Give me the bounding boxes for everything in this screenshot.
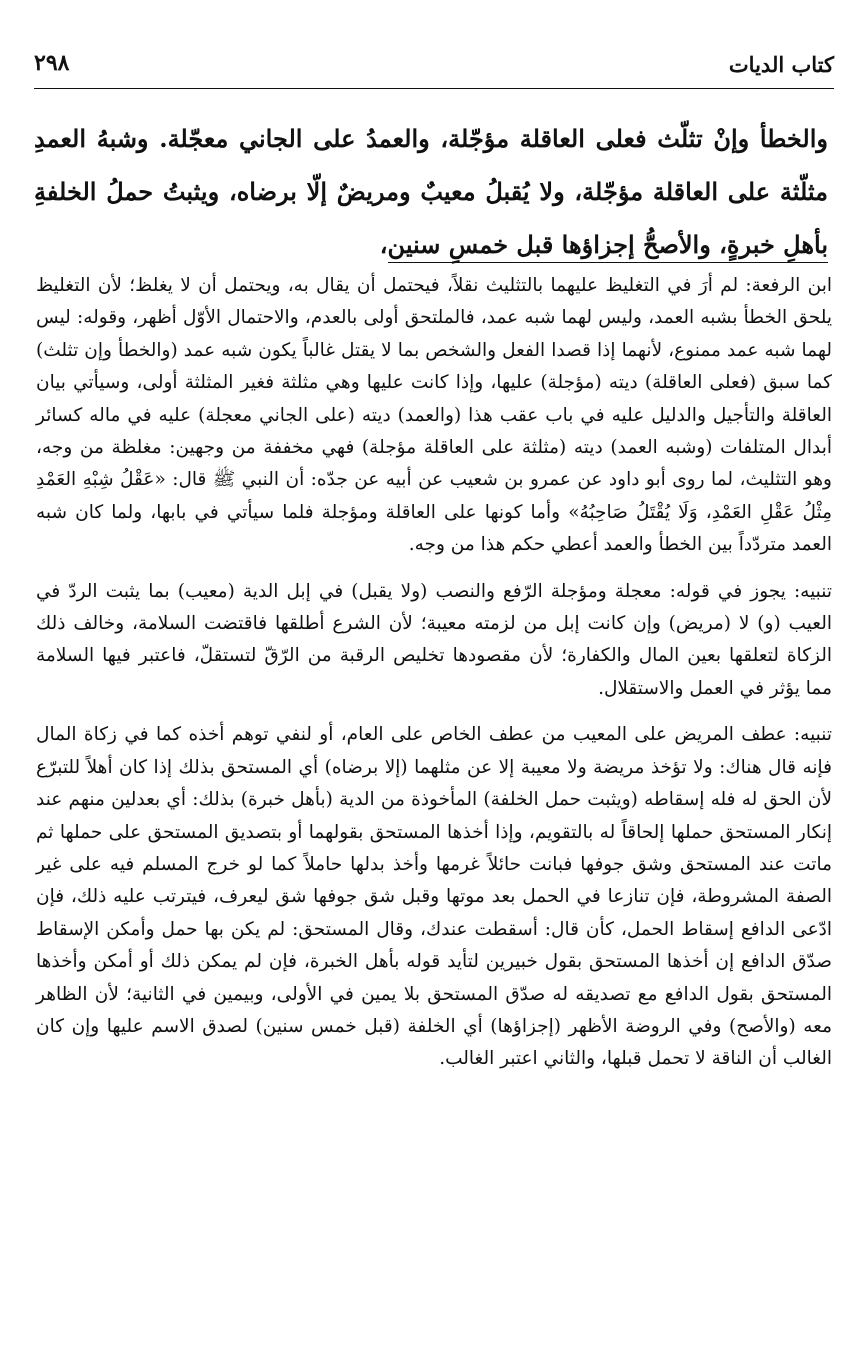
page-header [34,48,834,89]
running-title: كتاب الديات [728,52,834,77]
tanbih-paragraph: تنبيه: عطف المريض على المعيب من عطف الخاص على العام، أو لنفي توهم أخذه كما في زكاة المال فإنه قال هناك: ولا تؤخذ مريضة ولا معيبة إلا عن مثلهما (إلا برضاه) أي المستحق بذلك إذا كان أهلاً للتبرّع لأن الحق له فله إسقاطه (ويثبت حمل الخلفة) المأخوذة من الدية (بأهل خبرة) بذلك: أي بعدلين منهم عند إنكار المستحق حملها إلحاقاً له بالتقويم، وإذا أخذها المستحق بقولهما أو بتصديق المستحق على حملها ثم ماتت عند المستحق وشق جوفها فبانت حائلاً غرمها وأخذ بدلها حاملاً كما لو خرج المسلم فيه على غير الصفة المشروطة، فإن تنازعا في الحمل بعد موتها وقبل شق جوفها شق ليعرف، فيترتب عليه ذلك، فإن ادّعى الدافع إسقاط الحمل، كأن قال: أسقطت عندك، وقال المستحق: لم يكن بها حمل وأمكن الإسقاط صدّق الدافع إن أخذها المستحق بقول خبيرين لتأيد قوله بأهل الخبرة، فإن لم يمكن ذلك أو أمكن وأخذها المستحق بقول الدافع مع تصديقه له صدّق المستحق بلا يمين في الأولى، وبيمين في الثانية؛ لأن الظاهر معه (والأصح) وفي الروضة الأظهر (إجزاؤها) أي الخلفة (قبل خمس سنين) لصدق الاسم عليها وإن كان الغالب أن الناقة لا تحمل قبلها، والثاني اعتبر الغالب. [36,724,832,1070]
commentary [36,270,832,1076]
separator-line [388,262,828,263]
main-text [34,112,828,271]
page-number: ٢٩٨ [34,50,70,76]
main-text-paragraph: والخطأ وإنْ تثلّث فعلى العاقلة مؤجّلة، والعمدُ على الجاني معجّلة. وشبهُ العمدِ مثلّثة على العاقلة مؤجّلة، ولا يُقبلُ معيبٌ ومريضٌ إلّا برضاه، ويثبتُ حملُ الخلفةِ بأهلِ خبرةٍ، والأصحُّ إجزاؤها قبل خمسِ سنين، [34,124,828,259]
tanbih-paragraph: تنبيه: يجوز في قوله: معجلة ومؤجلة الرّفع والنصب (ولا يقبل) في إبل الدية (معيب) بما يثبت الردّ في العيب (و) لا (مريض) وإن كانت إبل من لزمته معيبة؛ لأن الشرع أطلقها فاقتضت السلامة، وخالف ذلك الزكاة لتعلقها بعين المال والكفارة؛ لأن مقصودها تخليص الرقبة من الرّقّ لتستقلّ، فاعتبر فيها السلامة مما يؤثر في العمل والاستقلال. [36,580,832,699]
commentary-paragraph: ابن الرفعة: لم أرَ في التغليظ عليهما بالتثليث نقلاً، فيحتمل أن يقال به، ويحتمل أن لا يغلظ؛ لأن التغليظ يلحق الخطأ بشبه العمد، وليس لهما شبه عمد، فالملتحق أولى بالعدم، والاحتمال الأوّل أظهر، وقوله: ليس لهما شبه عمد ممنوع، لأنهما إذا قصدا الفعل والشخص بما لا يقتل غالباً يكون شبه عمد (والخطأ وإن تثلث) كما سبق (فعلى العاقلة) ديته (مؤجلة) عليها، وإذا كانت عليها وهي مثلثة فغير المثلثة أولى، وسيأتي بيان العاقلة والتأجيل والدليل عليه في باب عقب هذا (والعمد) ديته (على الجاني معجلة) عليه في ماله كسائر أبدال المتلفات (وشبه العمد) ديته (مثلثة على العاقلة مؤجلة) فهي مخففة من وجهين: مغلظة من وجه، وهو التثليث، لما روى أبو داود عن عمرو بن شعيب عن أبيه عن جدّه: أن النبي ﷺ قال: «عَقْلُ شِبْهِ العَمْدِ مِثْلُ عَقْلِ العَمْدِ، وَلَا يُقْتَلُ صَاحِبُهُ» وأما كونها على العاقلة ومؤجلة فلما سيأتي في بابها، ولما كان شبه العمد متردّداً بين الخطأ والعمد أعطي حكم هذا من وجه. [36,275,832,556]
